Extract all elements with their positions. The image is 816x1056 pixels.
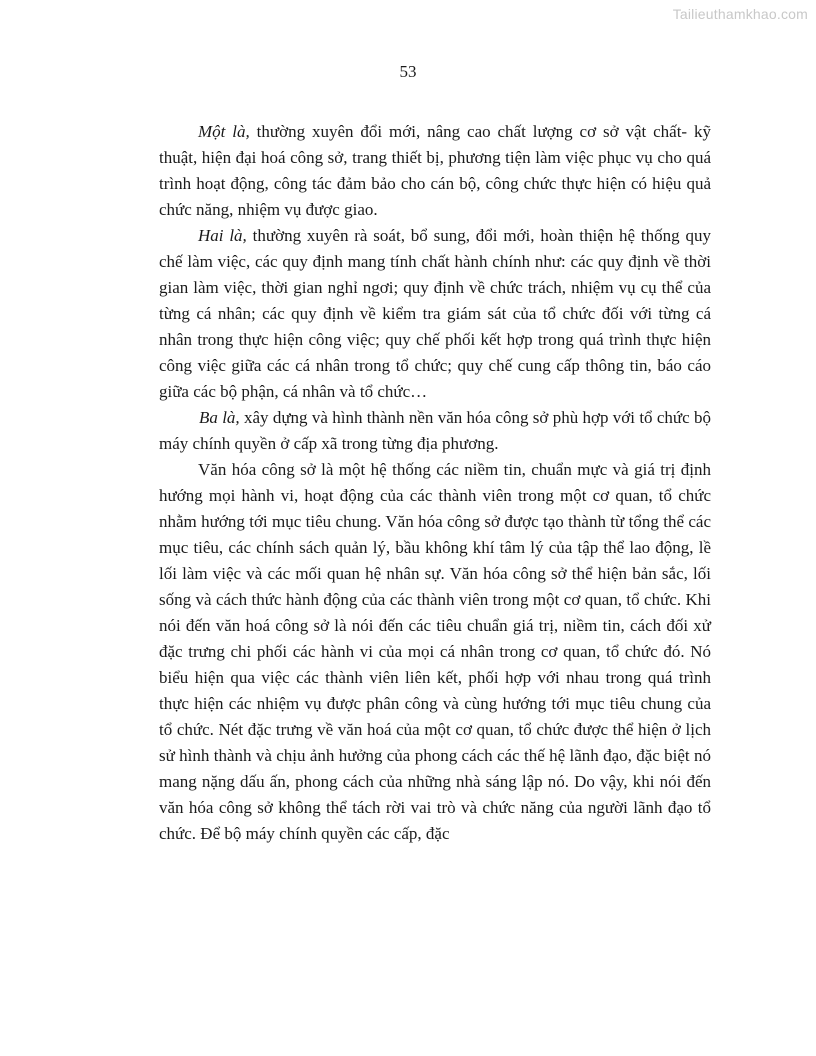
paragraph-text: thường xuyên đổi mới, nâng cao chất lượng cơ sở vật chất- kỹ thuật, hiện đại hoá công sở, trang thiết bị, phương tiện làm việc phục vụ cho quá trình hoạt động, công tác đảm bảo cho cán bộ, công chức thực hiện có hiệu quả chức năng, nhiệm vụ được giao. (159, 122, 711, 219)
paragraph-text: xây dựng và hình thành nền văn hóa công sở phù hợp với tổ chức bộ máy chính quyền ở cấp xã trong từng địa phương. (159, 408, 711, 453)
document-body (159, 119, 711, 847)
paragraph-ba-la (159, 405, 711, 457)
paragraph-text: Văn hóa công sở là một hệ thống các niềm tin, chuẩn mực và giá trị định hướng mọi hành vi, hoạt động của các thành viên trong một cơ quan, tổ chức nhằm hướng tới mục tiêu chung. Văn hóa công sở được tạo thành từ tổng thể các mục tiêu, các chính sách quản lý, bầu không khí tâm lý của tập thể lao động, lề lối làm việc và các mối quan hệ nhân sự. Văn hóa công sở thể hiện bản sắc, lối sống và cách thức hành động của các thành viên trong một cơ quan, tổ chức. Khi nói đến văn hoá công sở là nói đến các tiêu chuẩn giá trị, niềm tin, cách đối xử đặc trưng chi phối các hành vi của mọi cá nhân trong cơ quan, tổ chức đó. Nó biểu hiện qua việc các thành viên liên kết, phối hợp với nhau trong quá trình thực hiện các nhiệm vụ được phân công và cùng hướng tới mục tiêu chung của tổ chức. Nét đặc trưng về văn hoá của một cơ quan, tổ chức được thể hiện ở lịch sử hình thành và chịu ảnh hưởng của phong cách các thế hệ lãnh đạo, đặc biệt nó mang nặng dấu ấn, phong cách của những nhà sáng lập nó. Do vậy, khi nói đến văn hóa công sở không thể tách rời vai trò và chức năng của người lãnh đạo tổ chức. Để bộ máy chính quyền các cấp, đặc (159, 460, 711, 843)
page-number: 53 (399, 62, 417, 81)
paragraph-text: thường xuyên rà soát, bổ sung, đổi mới, hoàn thiện hệ thống quy chế làm việc, các quy định mang tính chất hành chính như: các quy định về thời gian làm việc, thời gian nghỉ ngơi; quy định về chức trách, nhiệm vụ cụ thể của từng cá nhân; các quy định về kiểm tra giám sát của tổ chức đối với từng cá nhân trong thực hiện công việc; quy chế phối kết hợp trong quá trình thực hiện công việc giữa các cá nhân trong tổ chức; quy chế cung cấp thông tin, báo cáo giữa các bộ phận, cá nhân và tổ chức… (159, 226, 711, 401)
paragraph-lead-italic: Hai là, (198, 226, 247, 245)
watermark-text: Tailieuthamkhao.com (672, 6, 808, 22)
paragraph-lead-italic: Ba là, (199, 408, 240, 427)
paragraph-van-hoa-cong-so (159, 457, 711, 847)
paragraph-hai-la (159, 223, 711, 405)
paragraph-lead-italic: Một là, (198, 122, 250, 141)
paragraph-mot-la (159, 119, 711, 223)
